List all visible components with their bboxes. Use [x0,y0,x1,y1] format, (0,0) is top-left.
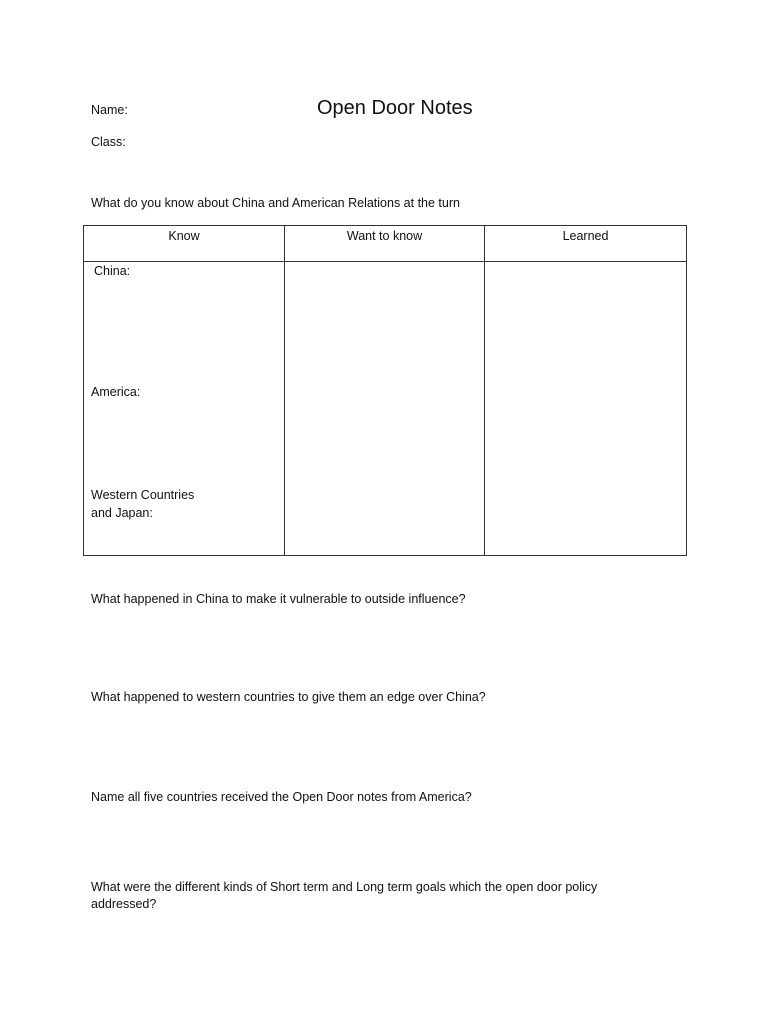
kwl-header-know [84,226,285,262]
know-item-western-countries: Western Countries [91,488,195,502]
question-2: What happened to western countries to give them an edge over China? [91,690,486,704]
kwl-body-row [84,262,687,556]
kwl-know-cell[interactable] [84,262,285,556]
class-label: Class: [91,135,126,149]
name-label: Name: [91,103,128,117]
question-4: What were the different kinds of Short term and Long term goals which the open door policy addressed? [91,880,598,911]
kwl-header-row [84,226,687,262]
know-item-china: China: [94,264,131,278]
kwl-learned-cell[interactable] [485,262,687,556]
know-item-america: America: [91,385,141,399]
question-1: What happened in China to make it vulnerable to outside influence? [91,592,466,606]
kwl-want-cell[interactable] [285,262,485,556]
question-3: Name all five countries received the Open Door notes from America? [91,790,472,804]
kwl-table [83,225,687,556]
kwl-header-know-label: Know [168,229,200,243]
kwl-header-want [285,226,485,262]
know-item-japan: and Japan: [91,506,153,520]
kwl-header-learned [485,226,687,262]
kwl-header-want-label: Want to know [346,229,423,243]
page-title: Open Door Notes [317,97,473,119]
kwl-header-learned-label: Learned [562,229,609,243]
intro-prompt: What do you know about China and American Relations at the turn [91,196,460,210]
